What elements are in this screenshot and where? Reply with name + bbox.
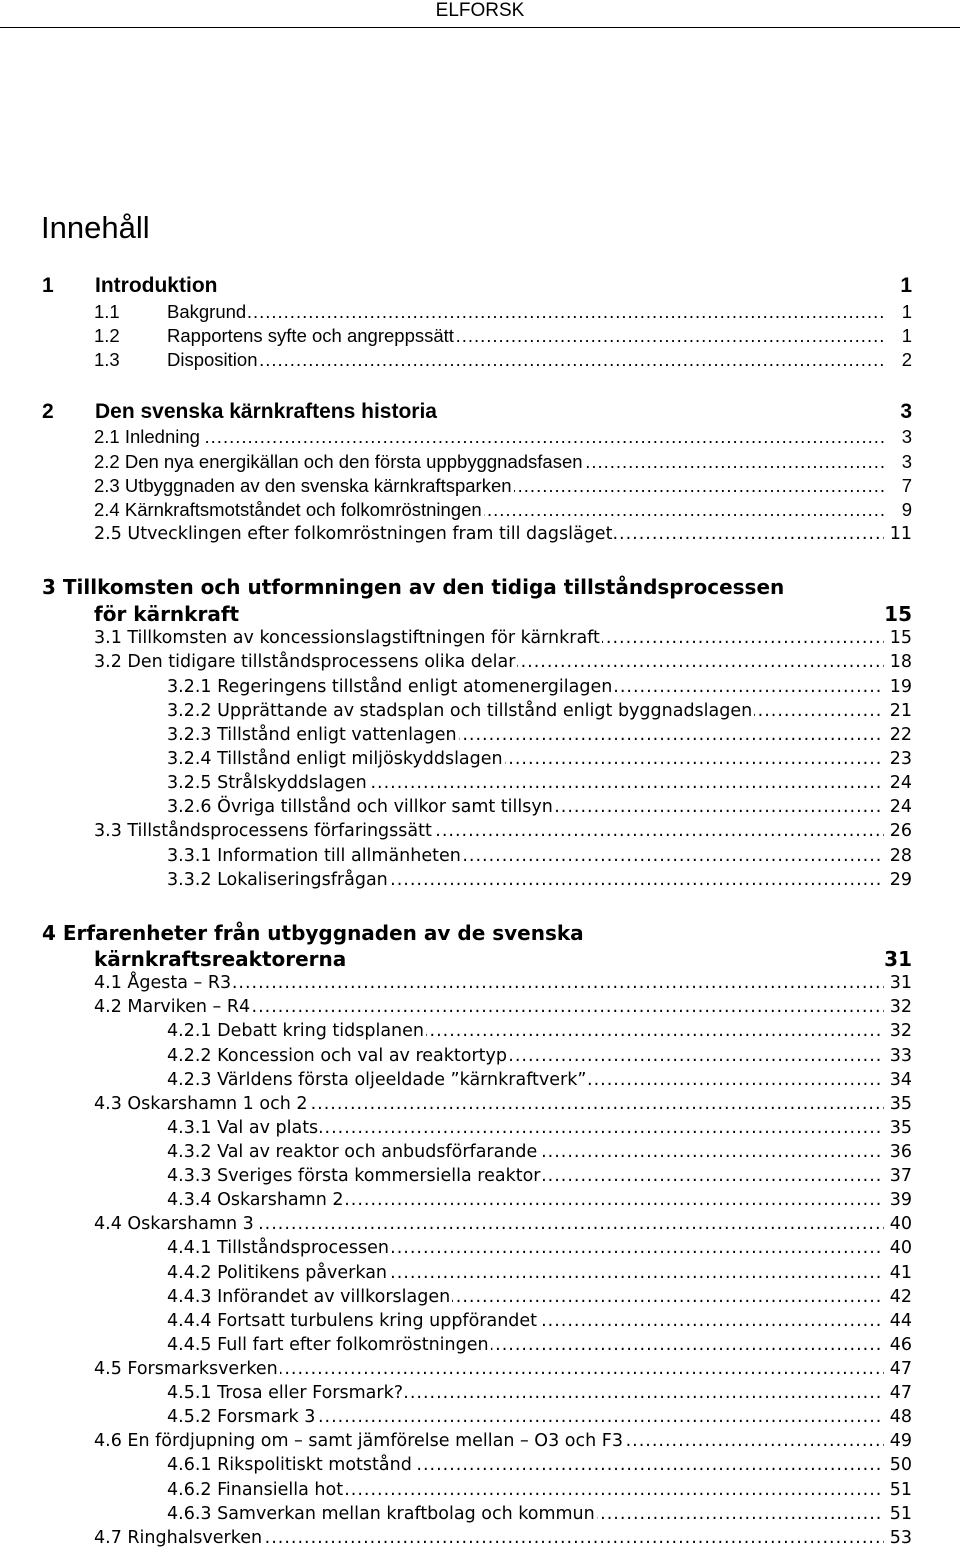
toc-entry[interactable]: [0, 724, 960, 746]
toc-entry[interactable]: [0, 972, 960, 994]
toc-entry-title: 4.4 Oskarshamn 3: [94, 1214, 254, 1234]
toc-page-number: 1: [900, 274, 912, 297]
toc-entry[interactable]: [0, 301, 960, 323]
toc-page-number: 35: [889, 1094, 912, 1114]
toc-page-number: 1: [901, 301, 912, 322]
toc-leader-dots: [167, 349, 884, 371]
toc-entry[interactable]: [0, 1262, 960, 1284]
toc-page-number: 41: [889, 1263, 912, 1283]
toc-entry-title: 2.5 Utvecklingen efter folkomröstningen fram till dagsläget: [94, 524, 613, 544]
toc-page-number: 32: [889, 1021, 912, 1041]
toc-entry-title: 4.2.1 Debatt kring tidsplanen: [167, 1021, 424, 1041]
toc-page-number: 3: [901, 451, 912, 472]
toc-entry[interactable]: [0, 1406, 960, 1428]
toc-entry[interactable]: [0, 601, 960, 627]
toc-page-number: 46: [889, 1335, 912, 1355]
toc-entry-title: 4 Erfarenheter från utbyggnaden av de svenska: [42, 921, 584, 945]
toc-entry[interactable]: [0, 845, 960, 867]
toc-entry-title: 2.3 Utbyggnaden av den svenska kärnkraftsparken: [94, 475, 512, 496]
toc-entry[interactable]: [0, 1430, 960, 1452]
header-rule: [0, 27, 960, 28]
toc-page-number: 40: [889, 1214, 912, 1234]
toc-page-number: 31: [884, 947, 912, 971]
toc-entry-title: 4.2.2 Koncession och val av reaktortyp: [167, 1046, 507, 1066]
toc-entry[interactable]: [0, 1069, 960, 1091]
toc-page-number: 39: [889, 1190, 912, 1210]
toc-page-number: 53: [889, 1528, 912, 1548]
toc-entry-title: 3.2.5 Strålskyddslagen: [167, 773, 367, 793]
toc-page-number: 24: [889, 773, 912, 793]
toc-page-number: 23: [889, 749, 912, 769]
toc-entry-title: Bakgrund: [167, 301, 247, 322]
toc-entry-title: 3.1 Tillkomsten av koncessionslagstiftningen för kärnkraft: [94, 628, 600, 648]
toc-entry[interactable]: [0, 523, 960, 545]
toc-entry-title: 4.3 Oskarshamn 1 och 2: [94, 1094, 308, 1114]
toc-page-number: 51: [889, 1480, 912, 1500]
toc-entry-title: 2.2 Den nya energikällan och den första uppbyggnadsfasen: [94, 451, 583, 472]
toc-entry[interactable]: [0, 499, 960, 521]
toc-page-number: 11: [889, 524, 912, 544]
toc-page-number: 19: [889, 677, 912, 697]
toc-entry[interactable]: [0, 1454, 960, 1476]
toc-entry[interactable]: [0, 1382, 960, 1404]
toc-entry[interactable]: [0, 796, 960, 818]
toc-entry[interactable]: [0, 574, 960, 600]
toc-entry-title: 4.6.3 Samverkan mellan kraftbolag och kommun: [167, 1504, 595, 1524]
toc-page-number: 34: [889, 1070, 912, 1090]
toc-page-number: 28: [889, 846, 912, 866]
toc-entry-title: 4.3.3 Sveriges första kommersiella reaktor: [167, 1166, 541, 1186]
toc-entry-title: 4.4.3 Införandet av villkorslagen: [167, 1287, 451, 1307]
toc-entry[interactable]: [0, 1020, 960, 1042]
toc-page-number: 1: [901, 325, 912, 346]
toc-entry-title: 3.3 Tillståndsprocessens förfaringssätt: [94, 821, 432, 841]
toc-entry[interactable]: [0, 1117, 960, 1139]
toc-page-number: 37: [889, 1166, 912, 1186]
toc-entry[interactable]: [0, 1165, 960, 1187]
toc-page-number: 49: [889, 1431, 912, 1451]
toc-entry-title: Rapportens syfte och angreppssätt: [167, 325, 454, 346]
toc-entry[interactable]: [0, 451, 960, 473]
toc-entry-title: 4.5.2 Forsmark 3: [167, 1407, 316, 1427]
toc-entry-title: 4.4.4 Fortsatt turbulens kring uppförandet: [167, 1311, 538, 1331]
toc-entry[interactable]: [0, 426, 960, 448]
toc-entry-number: 1.1: [94, 301, 120, 322]
toc-page-number: 40: [889, 1238, 912, 1258]
toc-entry-title: 3.2.1 Regeringens tillstånd enligt atomenergilagen: [167, 677, 613, 697]
toc-page-number: 51: [889, 1504, 912, 1524]
toc-entry-number: 1.3: [94, 349, 120, 370]
toc-entry-title: 4.3.4 Oskarshamn 2: [167, 1190, 344, 1210]
toc-entry[interactable]: [0, 820, 960, 842]
toc-entry[interactable]: [0, 475, 960, 497]
toc-page-number: 3: [900, 400, 912, 423]
toc-entry-title: 2.4 Kärnkraftsmotståndet och folkomröstningen: [94, 499, 482, 520]
toc-entry-title: 2.1 Inledning: [94, 426, 200, 447]
toc-entry[interactable]: [0, 920, 960, 946]
toc-page-number: 42: [889, 1287, 912, 1307]
toc-entry-title: 3.2.3 Tillstånd enligt vattenlagen: [167, 725, 457, 745]
toc-entry[interactable]: [0, 627, 960, 649]
toc-page-number: 2: [901, 349, 912, 370]
toc-entry[interactable]: [0, 1479, 960, 1501]
toc-page-number: 21: [889, 701, 912, 721]
toc-page-number: 33: [889, 1046, 912, 1066]
toc-leader-dots: [167, 301, 884, 323]
toc-page-number: 15: [884, 602, 912, 626]
toc-entry[interactable]: [0, 349, 960, 371]
toc-entry[interactable]: [0, 1286, 960, 1308]
toc-entry-title: Disposition: [167, 349, 258, 370]
toc-entry-title: 4.4.2 Politikens påverkan: [167, 1263, 388, 1283]
toc-page-number: 22: [889, 725, 912, 745]
toc-entry[interactable]: [0, 1527, 960, 1549]
toc-page-number: 24: [889, 797, 912, 817]
toc-leader-dots: [94, 426, 884, 448]
toc-page-number: 47: [889, 1383, 912, 1403]
toc-entry-title: 4.2.3 Världens första oljeeldade ”kärnkraftverk”: [167, 1070, 587, 1090]
toc-page-number: 48: [889, 1407, 912, 1427]
toc-entry[interactable]: [0, 676, 960, 698]
toc-entry-title: 4.5 Forsmarksverken: [94, 1359, 278, 1379]
toc-entry[interactable]: [0, 1358, 960, 1380]
toc-entry-title: 4.3.2 Val av reaktor och anbudsförfarande: [167, 1142, 538, 1162]
toc-entry[interactable]: [0, 325, 960, 347]
toc-entry[interactable]: [0, 273, 960, 299]
toc-page-number: 15: [889, 628, 912, 648]
toc-entry-title: 3.2.2 Upprättande av stadsplan och tillstånd enligt byggnadslagen: [167, 701, 753, 721]
toc-entry-title: för kärnkraft: [94, 602, 240, 626]
toc-entry-title: 4.6 En fördjupning om – samt jämförelse mellan – O3 och F3: [94, 1431, 623, 1451]
toc-entry-title: 3.3.1 Information till allmänheten: [167, 846, 461, 866]
toc-page-number: 9: [901, 499, 912, 520]
toc-page-number: 7: [901, 475, 912, 496]
toc-entry-title: 4.4.1 Tillståndsprocessen: [167, 1238, 389, 1258]
toc-entry[interactable]: [0, 772, 960, 794]
toc-page-number: 29: [889, 870, 912, 890]
toc-entry-title: 4.1 Ågesta – R3: [94, 973, 232, 993]
toc-entry[interactable]: [0, 1045, 960, 1067]
toc-entry[interactable]: [0, 946, 960, 972]
toc-page-number: 31: [889, 973, 912, 993]
toc-page-number: 36: [889, 1142, 912, 1162]
toc-entry[interactable]: [0, 1503, 960, 1525]
toc-entry[interactable]: [0, 1237, 960, 1259]
toc-entry[interactable]: [0, 651, 960, 673]
running-header: ELFORSK: [435, 0, 525, 21]
toc-entry[interactable]: [0, 869, 960, 891]
toc-entry[interactable]: [0, 1213, 960, 1235]
toc-entry-title: 4.4.5 Full fart efter folkomröstningen: [167, 1335, 489, 1355]
toc-page-number: 18: [889, 652, 912, 672]
toc-entry-title: Introduktion: [95, 274, 218, 297]
toc-entry[interactable]: [0, 1093, 960, 1115]
toc-entry-title: 3.2 Den tidigare tillståndsprocessens olika delar: [94, 652, 516, 672]
toc-entry[interactable]: [0, 700, 960, 722]
toc-entry-number: 1: [42, 274, 54, 297]
toc-page-number: 44: [889, 1311, 912, 1331]
toc-page-number: 47: [889, 1359, 912, 1379]
toc-page-number: 35: [889, 1118, 912, 1138]
toc-page-number: 32: [889, 997, 912, 1017]
toc-entry-number: 1.2: [94, 325, 120, 346]
toc-entry-title: 3.2.4 Tillstånd enligt miljöskyddslagen: [167, 749, 503, 769]
toc-entry[interactable]: [0, 748, 960, 770]
toc-entry-title: Den svenska kärnkraftens historia: [95, 400, 437, 423]
toc-entry[interactable]: [0, 1334, 960, 1356]
toc-entry-number: 2: [42, 400, 54, 423]
page-title: Innehåll: [41, 210, 150, 245]
toc-entry-title: 3.3.2 Lokaliseringsfrågan: [167, 870, 388, 890]
toc-entry-title: 4.6.2 Finansiella hot: [167, 1480, 344, 1500]
toc-entry-title: 4.5.1 Trosa eller Forsmark?: [167, 1383, 403, 1403]
toc-entry[interactable]: [0, 996, 960, 1018]
toc-entry-title: 3 Tillkomsten och utformningen av den tidiga tillståndsprocessen: [42, 575, 785, 599]
toc-entry[interactable]: [0, 1189, 960, 1211]
toc-entry-title: kärnkraftsreaktorerna: [94, 947, 347, 971]
toc-page-number: 3: [901, 426, 912, 447]
toc-entry[interactable]: [0, 1310, 960, 1332]
toc-entry[interactable]: [0, 1141, 960, 1163]
toc-page-number: 26: [889, 821, 912, 841]
toc-entry-title: 4.2 Marviken – R4: [94, 997, 251, 1017]
toc-entry-title: 4.6.1 Rikspolitiskt motstånd: [167, 1455, 412, 1475]
toc-entry-title: 4.3.1 Val av plats: [167, 1118, 319, 1138]
toc-entry-title: 3.2.6 Övriga tillstånd och villkor samt tillsyn: [167, 797, 553, 817]
toc-entry[interactable]: [0, 399, 960, 425]
toc-page-number: 50: [889, 1455, 912, 1475]
toc-entry-title: 4.7 Ringhalsverken: [94, 1528, 263, 1548]
